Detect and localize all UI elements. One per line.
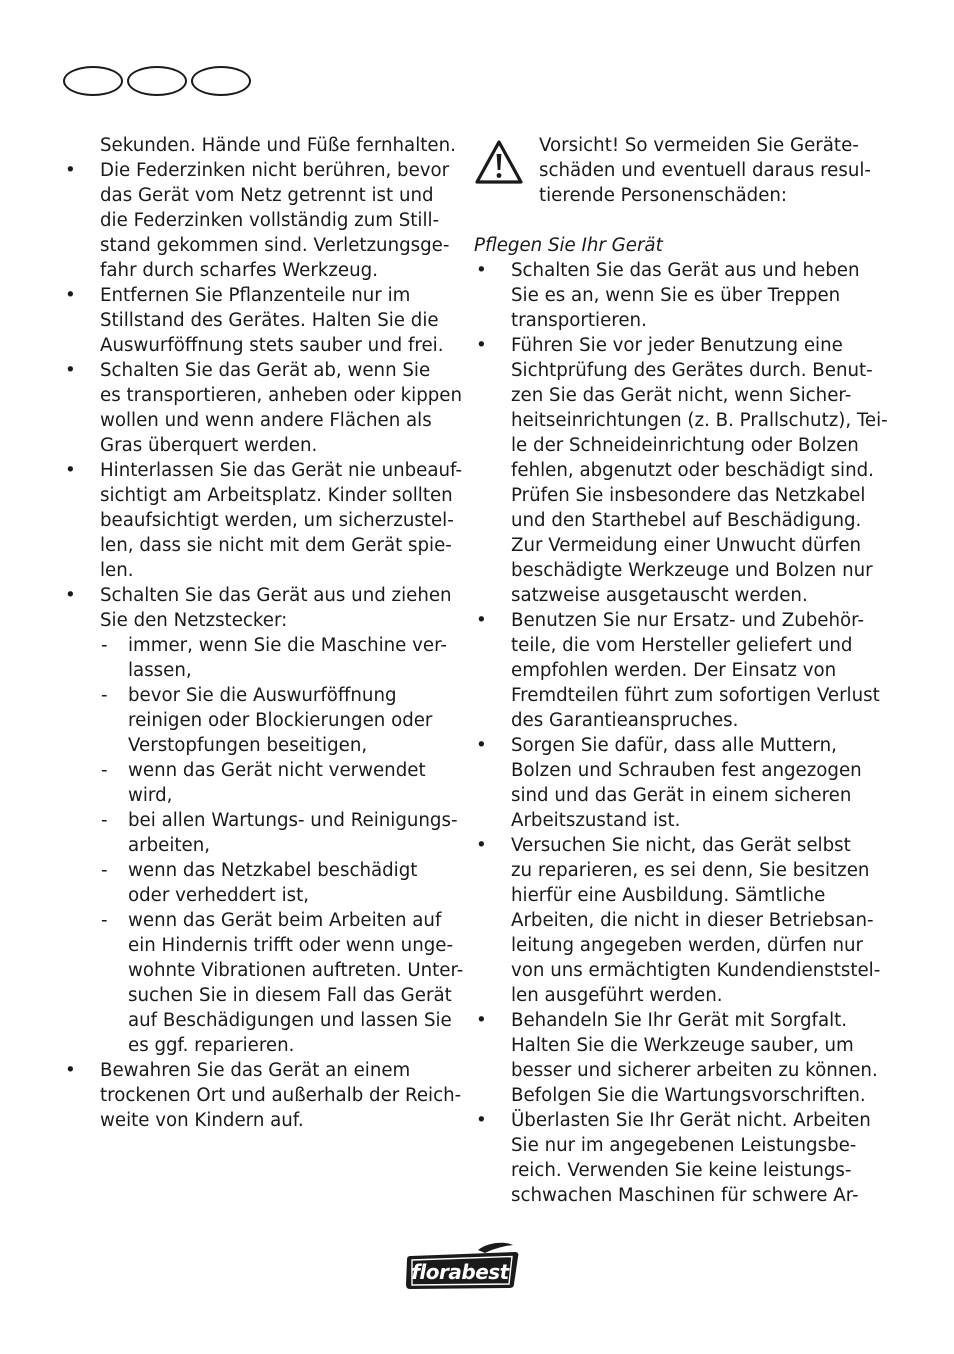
bullet-item-line: • Schalten Sie das Gerät ab, wenn Sie xyxy=(63,358,458,383)
language-oval-3 xyxy=(191,66,251,96)
bullet-item-line: • Behandeln Sie Ihr Gerät mit Sorgfalt. xyxy=(474,1008,869,1033)
text-line: schwachen Maschinen für schwere Ar- xyxy=(511,1185,859,1206)
text-line: Sie es an, wenn Sie es über Treppen xyxy=(511,285,841,306)
svg-text:florabest: florabest xyxy=(411,1260,509,1284)
sub-item-line: - wenn das Gerät nicht verwendet xyxy=(63,758,458,783)
text-line: le der Schneideinrichtung oder Bolzen xyxy=(511,435,859,456)
text-line: teile, die vom Hersteller geliefert und xyxy=(511,635,853,656)
text-line: len. xyxy=(100,560,134,581)
text-line: beschädigte Werkzeuge und Bolzen nur xyxy=(511,560,873,581)
warning-line: schäden und eventuell daraus resul- xyxy=(539,160,871,181)
sub-item-line: - bevor Sie die Auswurföffnung xyxy=(63,683,458,708)
bullet-item-line: • Schalten Sie das Gerät aus und heben xyxy=(474,258,869,283)
text-line: suchen Sie in diesem Fall das Gerät xyxy=(128,985,452,1006)
bullet-item-line: • Führen Sie vor jeder Benutzung eine xyxy=(474,333,869,358)
text-line: wollen und wenn andere Flächen als xyxy=(100,410,432,431)
care-instructions-list xyxy=(474,258,888,1208)
text-line: Halten Sie die Werkzeuge sauber, um xyxy=(511,1035,854,1056)
text-line: die Federzinken vollständig zum Still- xyxy=(100,210,440,231)
text-line: Sie den Netzstecker: xyxy=(100,610,288,631)
text-line: sind und das Gerät in einem sicheren xyxy=(511,785,852,806)
text-line: Stillstand des Gerätes. Halten Sie die xyxy=(100,310,439,331)
text-line: es transportieren, anheben oder kippen xyxy=(100,385,463,406)
sub-item-line: - bei allen Wartungs- und Reinigungs- xyxy=(63,808,458,833)
text-line: stand gekommen sind. Verletzungsge- xyxy=(100,235,450,256)
right-column xyxy=(474,133,888,1208)
text-line: fehlen, abgenutzt oder beschädigt sind. xyxy=(511,460,874,481)
warning-triangle-icon xyxy=(474,139,524,185)
bullet-item-line: • Bewahren Sie das Gerät an einem xyxy=(63,1058,458,1083)
text-line: Befolgen Sie die Wartungsvorschriften. xyxy=(511,1085,866,1106)
text-line: wohnte Vibrationen auftreten. Unter- xyxy=(128,960,464,981)
text-line: Auswurföffnung stets sauber und frei. xyxy=(100,335,444,356)
florabest-logo xyxy=(404,1241,520,1291)
text-line: Arbeiten, die nicht in dieser Betriebsan- xyxy=(511,910,874,931)
sub-item-line: - wenn das Gerät beim Arbeiten auf xyxy=(63,908,458,933)
warning-box xyxy=(474,133,869,233)
text-line: Prüfen Sie insbesondere das Netzkabel xyxy=(511,485,866,506)
text-line: weite von Kindern auf. xyxy=(100,1110,304,1131)
bullet-item-line: • Sorgen Sie dafür, dass alle Muttern, xyxy=(474,733,869,758)
text-line: reinigen oder Blockierungen oder xyxy=(128,710,433,731)
bullet-item-line: • Versuchen Sie nicht, das Gerät selbst xyxy=(474,833,869,858)
text-line: satzweise ausgetauscht werden. xyxy=(511,585,808,606)
bullet-item-line: • Überlasten Sie Ihr Gerät nicht. Arbeiten xyxy=(474,1108,869,1133)
text-line: Fremdteilen führt zum sofortigen Verlust xyxy=(511,685,880,706)
text-line: Gras überquert werden. xyxy=(100,435,318,456)
bullet-item-line: • Benutzen Sie nur Ersatz- und Zubehör- xyxy=(474,608,869,633)
text-line: auf Beschädigungen und lassen Sie xyxy=(128,1010,452,1031)
section-heading: Pflegen Sie Ihr Gerät xyxy=(474,235,663,256)
warning-line: Vorsicht! So vermeiden Sie Geräte- xyxy=(539,135,859,156)
text-line: len ausgeführt werden. xyxy=(511,985,723,1006)
bullet-item-line: • Die Federzinken nicht berühren, bevor xyxy=(63,158,458,183)
text-line: von uns ermächtigten Kundendienststel- xyxy=(511,960,881,981)
text-line: Arbeitszustand ist. xyxy=(511,810,681,831)
text-line: zen Sie das Gerät nicht, wenn Sicher- xyxy=(511,385,852,406)
text-line: Verstopfungen beseitigen, xyxy=(128,735,368,756)
text-line: und den Starthebel auf Beschädigung. xyxy=(511,510,862,531)
text-line: des Garantieanspruches. xyxy=(511,710,739,731)
text-line: wird, xyxy=(128,785,173,806)
text-line: len, dass sie nicht mit dem Gerät spie- xyxy=(100,535,452,556)
text-line: oder verheddert ist, xyxy=(128,885,310,906)
bullet-item-line: • Entfernen Sie Pflanzenteile nur im xyxy=(63,283,458,308)
text-line: Bolzen und Schrauben fest angezogen xyxy=(511,760,862,781)
text-line: trockenen Ort und außerhalb der Reich- xyxy=(100,1085,462,1106)
text-line: Sekunden. Hände und Füße fernhalten. xyxy=(100,135,456,156)
text-line: transportieren. xyxy=(511,310,647,331)
text-line: ein Hindernis trifft oder wenn unge- xyxy=(128,935,454,956)
left-column xyxy=(63,133,464,1133)
language-ovals xyxy=(63,66,253,98)
text-line: besser und sicherer arbeiten zu können. xyxy=(511,1060,878,1081)
text-line: heitseinrichtungen (z. B. Prallschutz), Tei- xyxy=(511,410,888,431)
warning-line: tierende Personenschäden: xyxy=(539,185,788,206)
text-line: leitung angegeben werden, dürfen nur xyxy=(511,935,864,956)
text-line: empfohlen werden. Der Einsatz von xyxy=(511,660,837,681)
sub-item-line: - wenn das Netzkabel beschädigt xyxy=(63,858,458,883)
warning-text xyxy=(539,133,871,208)
text-line: fahr durch scharfes Werkzeug. xyxy=(100,260,378,281)
bullet-item-line: • Schalten Sie das Gerät aus und ziehen xyxy=(63,583,458,608)
sub-item-line: - immer, wenn Sie die Maschine ver- xyxy=(63,633,458,658)
bullet-item-line: • Hinterlassen Sie das Gerät nie unbeauf- xyxy=(63,458,458,483)
language-oval-1 xyxy=(63,66,123,96)
text-line: arbeiten, xyxy=(128,835,211,856)
text-line: hierfür eine Ausbildung. Sämtliche xyxy=(511,885,826,906)
text-line: es ggf. reparieren. xyxy=(128,1035,295,1056)
text-line: beaufsichtigt werden, um sicherzustel- xyxy=(100,510,454,531)
text-line: zu reparieren, es sei denn, Sie besitzen xyxy=(511,860,870,881)
text-line: das Gerät vom Netz getrennt ist und xyxy=(100,185,434,206)
text-line: sichtigt am Arbeitsplatz. Kinder sollten xyxy=(100,485,453,506)
text-line: reich. Verwenden Sie keine leistungs- xyxy=(511,1160,852,1181)
text-line: Zur Vermeidung einer Unwucht dürfen xyxy=(511,535,862,556)
text-line: lassen, xyxy=(128,660,192,681)
text-line: Sichtprüfung des Gerätes durch. Benut- xyxy=(511,360,873,381)
language-oval-2 xyxy=(127,66,187,96)
text-line: Sie nur im angegebenen Leistungsbe- xyxy=(511,1135,857,1156)
